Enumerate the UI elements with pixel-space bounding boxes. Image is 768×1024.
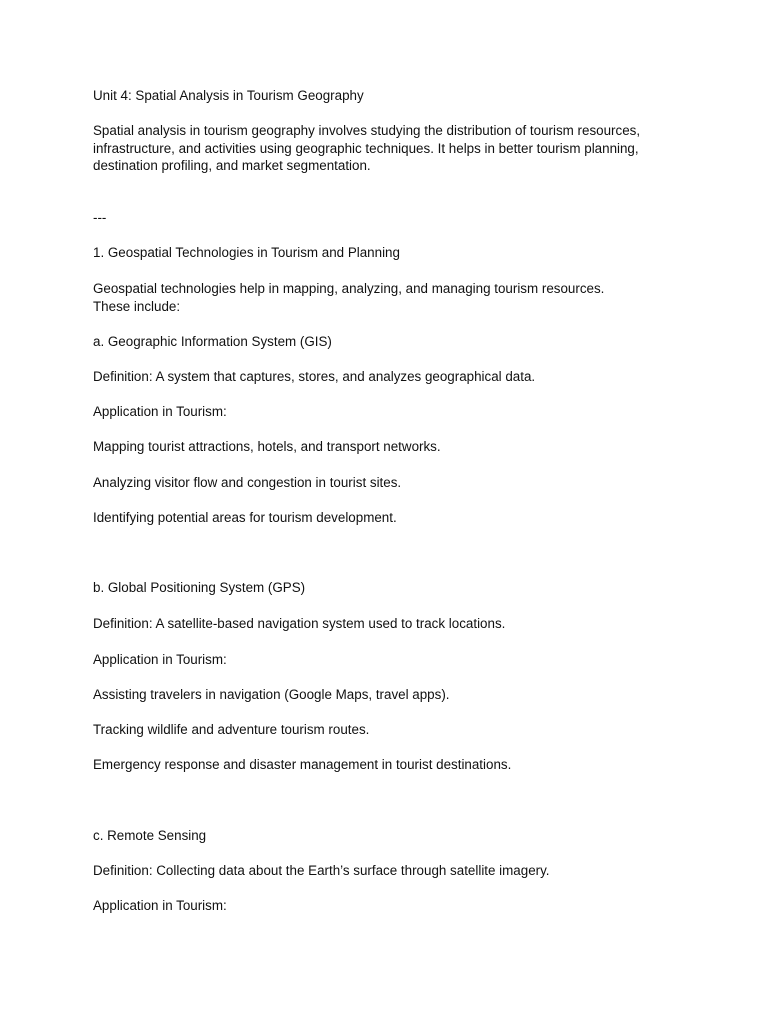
gps-item-3: Emergency response and disaster management in tourist destinations. [93, 757, 512, 772]
intro-line-1: Spatial analysis in tourism geography involves studying the distribution of tourism resources, [93, 123, 641, 138]
intro-line-3: destination profiling, and market segmentation. [93, 158, 371, 173]
section1-heading: 1. Geospatial Technologies in Tourism and Planning [93, 245, 400, 260]
gis-item-3: Identifying potential areas for tourism development. [93, 510, 397, 525]
intro-line-2: infrastructure, and activities using geographic techniques. It helps in better tourism planning, [93, 140, 639, 156]
remote-sensing-definition: Definition: Collecting data about the Earth’s surface through satellite imagery. [93, 863, 550, 878]
document-title: Unit 4: Spatial Analysis in Tourism Geography [93, 88, 364, 103]
section1-intro-line-2: These include: [93, 298, 181, 314]
section1-intro-line-1: Geospatial technologies help in mapping, analyzing, and managing tourism resources. [93, 281, 605, 296]
gis-definition: Definition: A system that captures, stores, and analyzes geographical data. [93, 369, 536, 384]
gps-heading: b. Global Positioning System (GPS) [93, 580, 306, 595]
section-separator: --- [93, 210, 107, 225]
gis-item-1: Mapping tourist attractions, hotels, and transport networks. [93, 439, 441, 454]
gps-definition: Definition: A satellite-based navigation system used to track locations. [93, 616, 506, 631]
gis-item-2: Analyzing visitor flow and congestion in tourist sites. [93, 475, 402, 490]
remote-sensing-application-label: Application in Tourism: [93, 898, 227, 913]
gps-item-1: Assisting travelers in navigation (Google Maps, travel apps). [93, 687, 450, 702]
gps-application-label: Application in Tourism: [93, 652, 227, 667]
gis-heading: a. Geographic Information System (GIS) [93, 334, 332, 349]
remote-sensing-heading: c. Remote Sensing [93, 828, 207, 843]
gps-item-2: Tracking wildlife and adventure tourism routes. [93, 722, 370, 737]
gis-application-label: Application in Tourism: [93, 404, 227, 419]
